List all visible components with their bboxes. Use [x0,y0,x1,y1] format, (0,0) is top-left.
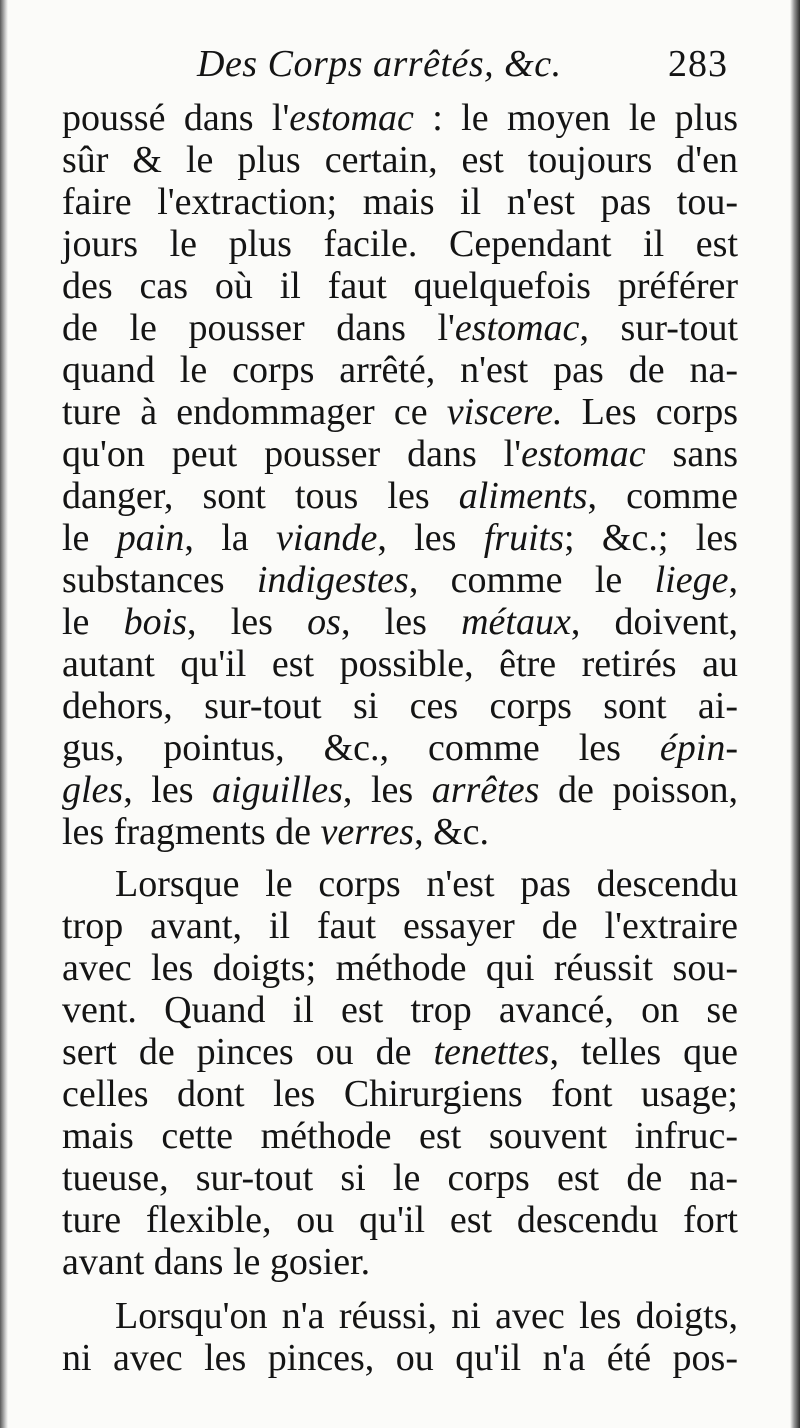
text-segment: avec les doigts; méthode qui réussit sou- [62,947,738,989]
text-segment: , les [377,517,484,559]
text-line [62,1199,738,1241]
italic-term: estomac [521,433,646,475]
text-line [62,1073,738,1115]
italic-term: bois [123,601,187,643]
text-segment: faire l'extraction; mais il n'est pas tou- [62,181,738,223]
text-segment: mais cette méthode est souvent infruc- [62,1115,738,1157]
text-segment: , les [340,601,462,643]
text-segment: de poisson, [539,769,738,811]
text-segment: sert de pinces ou de [62,1031,434,1073]
text-segment: , [728,559,738,601]
text-segment: de le pousser dans l' [62,307,455,349]
text-segment: sans [645,433,738,475]
page-edge-shadow-left [0,0,8,1428]
italic-term: aliments [458,475,588,517]
text-segment: le [62,517,117,559]
text-segment: ni avec les pinces, ou qu'il n'a été pos- [62,1337,738,1379]
italic-term: indigestes [256,559,409,601]
italic-term: liege [654,559,729,601]
text-line [62,391,738,433]
text-line [62,475,738,517]
text-segment: celles dont les Chirurgiens font usage; [62,1073,738,1115]
text-segment: sûr & le plus certain, est toujours d'en [62,139,738,181]
text-line [62,947,738,989]
page-header [0,42,800,102]
text-segment: , comme le [408,559,655,601]
text-segment: dehors, sur-tout si ces corps sont ai- [62,685,738,727]
text-segment: poussé dans l' [62,97,290,139]
italic-term: épin- [659,727,738,769]
italic-term: métaux [461,601,571,643]
text-line [62,433,738,475]
text-line [62,559,738,601]
text-line [62,989,738,1031]
italic-term: tenettes [433,1031,550,1073]
text-segment: le [62,601,124,643]
text-line [62,601,738,643]
text-segment: gus, pointus, &c., comme les [62,727,660,769]
text-line [62,1157,738,1199]
italic-term: estomac [289,97,414,139]
text-line [62,181,738,223]
text-segment: quand le corps arrêté, n'est pas de na- [62,349,738,391]
text-segment: ture flexible, ou qu'il est descendu fort [62,1199,738,1241]
text-line [62,307,738,349]
text-segment: : le moyen le plus [413,97,738,139]
text-segment: , les [342,769,432,811]
text-line [62,769,738,811]
text-line [62,727,738,769]
text-segment: , telles que [549,1031,739,1073]
text-segment: , comme [587,475,738,517]
text-segment: les fragments de [62,811,321,853]
text-line [62,1115,738,1157]
text-segment: , sur-tout [579,307,739,349]
text-segment: , &c. [414,811,490,853]
text-segment: ; &c.; les [564,517,738,559]
text-segment: ture à endommager ce [62,391,447,433]
page-number: 283 [668,43,728,85]
text-line [62,223,738,265]
italic-term: pain [116,517,185,559]
text-segment: Lorsqu'on n'a réussi, ni avec les doigts, [115,1295,738,1337]
italic-term: gles [62,769,124,811]
text-line [62,1241,738,1283]
text-line [62,265,738,307]
text-segment: qu'on peut pousser dans l' [62,433,522,475]
text-segment: Lorsque le corps n'est pas descendu [115,863,738,905]
italic-term: aiguilles [212,769,343,811]
text-line [62,1337,738,1379]
italic-term: viscere. [446,391,563,433]
text-segment: autant qu'il est possible, être retirés au [62,643,738,685]
text-line [115,863,738,905]
text-segment: , la [184,517,277,559]
text-segment: , doivent, [570,601,739,643]
text-line [62,97,738,139]
text-segment: jours le plus facile. Cependant il est [62,223,738,265]
text-line [62,1031,738,1073]
text-line [62,349,738,391]
text-line [62,811,738,853]
italic-term: verres [320,811,415,853]
text-segment: substances [62,559,257,601]
text-line [62,905,738,947]
page-edge-shadow-right [790,0,800,1428]
italic-term: arrêtes [431,769,540,811]
text-line [62,643,738,685]
text-line [115,1295,738,1337]
italic-term: estomac [454,307,580,349]
running-head: Des Corps arrêtés, &c. [197,43,562,85]
text-segment: des cas où il faut quelquefois préférer [62,265,738,307]
text-segment: vent. Quand il est trop avancé, on se [62,989,738,1031]
text-segment: avant dans le gosier. [62,1241,371,1283]
text-segment: trop avant, il faut essayer de l'extraire [62,905,738,947]
italic-term: fruits [483,517,564,559]
text-segment: Les corps [562,391,738,433]
text-line [62,685,738,727]
text-segment: , les [187,601,308,643]
italic-term: viande [276,517,378,559]
text-segment: danger, sont tous les [62,475,459,517]
italic-term: os [307,601,341,643]
text-segment: , les [123,769,213,811]
text-segment: tueuse, sur-tout si le corps est de na- [62,1157,738,1199]
text-line [62,517,738,559]
text-line [62,139,738,181]
